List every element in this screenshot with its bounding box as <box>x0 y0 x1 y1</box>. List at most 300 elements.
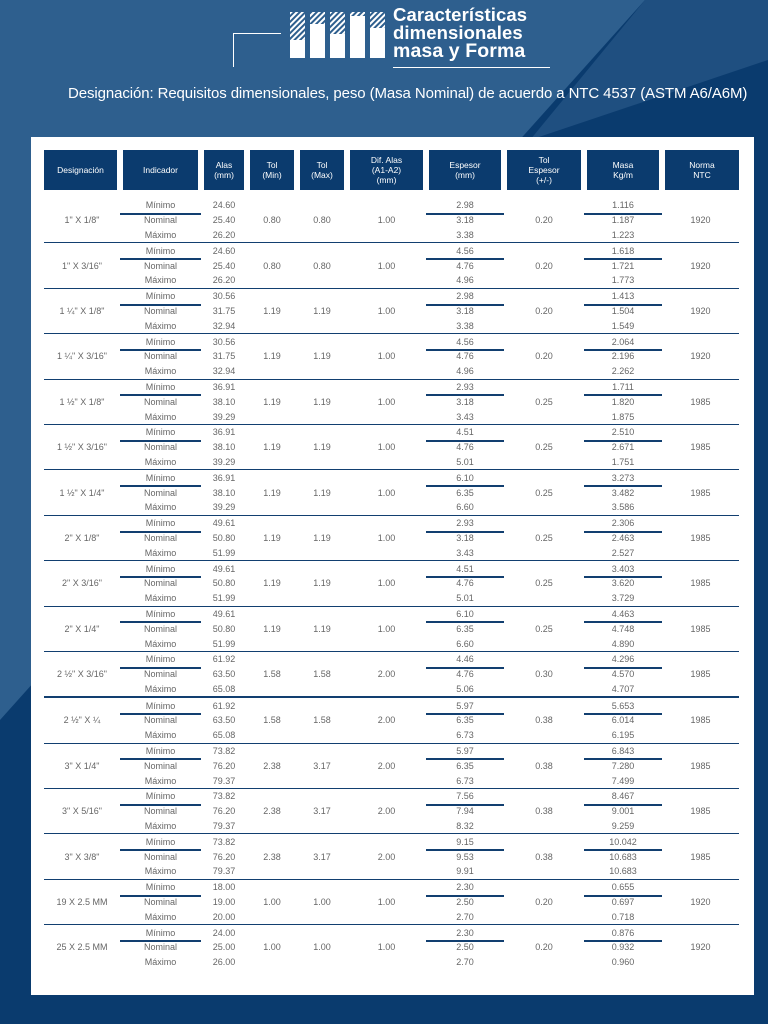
tol-min-cell: 0.80 <box>247 194 297 243</box>
header-text: (Max) <box>311 170 333 180</box>
indicator-cell: Mínimo <box>120 834 201 849</box>
table-row <box>44 334 739 349</box>
table-row <box>44 243 739 258</box>
tol-espesor-cell: 0.25 <box>504 379 584 424</box>
espesor-cell: 2.30 <box>426 879 504 894</box>
indicator-cell: Mínimo <box>120 561 201 576</box>
table-row <box>44 789 739 804</box>
header-tol-max <box>297 150 347 194</box>
alas-cell: 38.10 <box>212 396 236 407</box>
alas-cell: 76.20 <box>212 851 236 862</box>
tol-max-cell: 3.17 <box>297 834 347 879</box>
table-body <box>44 194 739 970</box>
espesor-cell: 5.01 <box>456 593 474 604</box>
indicator-cell: Mínimo <box>120 288 201 303</box>
title-line-2: dimensionales <box>393 22 523 43</box>
designation-cell: 1" X 3/16" <box>44 243 120 288</box>
indicator-cell: Mínimo <box>120 651 201 666</box>
alas-cell: 20.00 <box>212 911 236 922</box>
masa-cell: 6.843 <box>584 743 662 758</box>
tol-min-cell: 1.19 <box>247 379 297 424</box>
indicator-cell: Mínimo <box>120 424 201 439</box>
espesor-cell: 4.76 <box>426 667 504 682</box>
alas-cell: 50.80 <box>212 578 236 589</box>
masa-cell: 1.223 <box>611 229 635 240</box>
espesor-cell: 8.32 <box>456 821 474 832</box>
alas-cell: 51.99 <box>212 638 236 649</box>
designation-cell: 1 ½" X 1/8" <box>44 379 120 424</box>
espesor-cell: 4.76 <box>426 440 504 455</box>
alas-cell: 79.37 <box>212 821 236 832</box>
header-text: Kg/m <box>613 170 633 180</box>
espesor-cell: 6.10 <box>426 470 504 485</box>
tol-min-cell: 2.38 <box>247 743 297 788</box>
table-header-row <box>44 150 739 194</box>
alas-cell: 24.60 <box>201 243 247 258</box>
alas-cell: 32.94 <box>212 320 236 331</box>
title-line-1: Características <box>393 4 528 25</box>
designation-cell: 3" X 3/8" <box>44 834 120 879</box>
alas-cell: 63.50 <box>212 715 236 726</box>
masa-cell: 3.273 <box>584 470 662 485</box>
alas-cell: 31.75 <box>212 351 236 362</box>
norma-cell: 1985 <box>662 561 739 606</box>
alas-cell: 31.75 <box>212 305 236 316</box>
masa-cell: 2.196 <box>584 349 662 364</box>
dif-alas-cell: 2.00 <box>347 697 426 743</box>
espesor-cell: 6.60 <box>456 502 474 513</box>
tol-max-cell: 1.00 <box>297 925 347 970</box>
tol-max-cell: 3.17 <box>297 743 347 788</box>
header-text: NTC <box>693 170 711 180</box>
header-tol-min <box>247 150 297 194</box>
tol-espesor-cell: 0.20 <box>504 334 584 379</box>
indicator-cell: Mínimo <box>120 697 201 713</box>
tol-max-cell: 1.19 <box>297 424 347 469</box>
espesor-cell: 2.70 <box>456 911 474 922</box>
designation-cell: 3" X 5/16" <box>44 789 120 834</box>
indicator-cell: Nominal <box>120 349 201 364</box>
header-indicador <box>120 150 201 194</box>
masa-cell: 2.306 <box>584 515 662 530</box>
alas-cell: 49.61 <box>201 606 247 621</box>
espesor-cell: 4.51 <box>426 424 504 439</box>
title-underline <box>393 67 550 68</box>
tol-espesor-cell: 0.25 <box>504 424 584 469</box>
espesor-cell: 2.70 <box>456 957 474 968</box>
tol-espesor-cell: 0.25 <box>504 470 584 515</box>
dif-alas-cell: 1.00 <box>347 379 426 424</box>
tol-espesor-cell: 0.38 <box>504 743 584 788</box>
alas-cell: 73.82 <box>201 834 247 849</box>
tol-min-cell: 1.00 <box>247 879 297 924</box>
header-masa <box>584 150 662 194</box>
alas-cell: 38.10 <box>212 442 236 453</box>
tol-espesor-cell: 0.38 <box>504 697 584 743</box>
indicator-cell: Máximo <box>144 593 177 604</box>
norma-cell: 1920 <box>662 194 739 243</box>
indicator-cell: Máximo <box>144 957 177 968</box>
designation-cell: 2 ½" X ¼ <box>44 697 120 743</box>
header-text: Tol <box>538 155 550 165</box>
indicator-cell: Mínimo <box>120 743 201 758</box>
indicator-cell: Nominal <box>120 258 201 273</box>
dif-alas-cell: 1.00 <box>347 470 426 515</box>
alas-cell: 79.37 <box>212 775 236 786</box>
header-text: Alas <box>215 160 233 170</box>
masa-cell: 7.280 <box>584 758 662 773</box>
indicator-cell: Máximo <box>144 638 177 649</box>
page-title <box>393 6 527 60</box>
espesor-cell: 2.98 <box>426 288 504 303</box>
dif-alas-cell: 1.00 <box>347 515 426 560</box>
alas-cell: 51.99 <box>212 593 236 604</box>
alas-cell: 30.56 <box>201 334 247 349</box>
alas-cell: 49.61 <box>201 561 247 576</box>
norma-cell: 1920 <box>662 243 739 288</box>
indicator-cell: Máximo <box>144 275 177 286</box>
tol-min-cell: 1.19 <box>247 515 297 560</box>
table-row <box>44 879 739 894</box>
designation-cell: 25 X 2.5 MM <box>44 925 120 970</box>
indicator-cell: Mínimo <box>120 606 201 621</box>
indicator-cell: Nominal <box>120 531 201 546</box>
espesor-cell: 3.38 <box>456 320 474 331</box>
tol-min-cell: 0.80 <box>247 243 297 288</box>
indicator-cell: Nominal <box>120 713 201 728</box>
masa-cell: 6.014 <box>584 713 662 728</box>
masa-cell: 1.187 <box>584 213 662 228</box>
header-dif-alas <box>347 150 426 194</box>
norma-cell: 1985 <box>662 651 739 697</box>
table-row <box>44 424 739 439</box>
table-row <box>44 379 739 394</box>
indicator-cell: Nominal <box>120 849 201 864</box>
masa-cell: 3.620 <box>584 576 662 591</box>
header-tol-espesor <box>504 150 584 194</box>
tol-min-cell: 1.19 <box>247 470 297 515</box>
alas-cell: 63.50 <box>212 669 236 680</box>
tol-espesor-cell: 0.20 <box>504 288 584 333</box>
dif-alas-cell: 1.00 <box>347 424 426 469</box>
espesor-cell: 6.35 <box>426 713 504 728</box>
norma-cell: 1985 <box>662 424 739 469</box>
masa-cell: 4.707 <box>611 683 635 694</box>
indicator-cell: Nominal <box>120 621 201 636</box>
alas-cell: 61.92 <box>201 651 247 666</box>
espesor-cell: 6.35 <box>426 485 504 500</box>
masa-cell: 4.748 <box>584 621 662 636</box>
alas-cell: 76.20 <box>212 806 236 817</box>
alas-cell: 18.00 <box>201 879 247 894</box>
espesor-cell: 5.01 <box>456 456 474 467</box>
tol-min-cell: 2.38 <box>247 789 297 834</box>
table-row <box>44 834 739 849</box>
designation-cell: 2 ½" X 3/16" <box>44 651 120 697</box>
norma-cell: 1985 <box>662 470 739 515</box>
header-text: (mm) <box>214 170 234 180</box>
designation-cell: 2" X 3/16" <box>44 561 120 606</box>
header-text: (+/-) <box>536 175 552 185</box>
designation-cell: 1 ½" X 1/4" <box>44 470 120 515</box>
espesor-cell: 4.96 <box>456 275 474 286</box>
espesor-cell: 2.30 <box>426 925 504 940</box>
designation-cell: 1" X 1/8" <box>44 194 120 243</box>
norma-cell: 1920 <box>662 334 739 379</box>
header-text: Espesor <box>449 160 481 170</box>
indicator-cell: Nominal <box>120 304 201 319</box>
indicator-cell: Mínimo <box>120 515 201 530</box>
masa-cell: 2.463 <box>584 531 662 546</box>
alas-cell: 50.80 <box>212 623 236 634</box>
alas-cell: 36.91 <box>201 379 247 394</box>
indicator-cell: Máximo <box>144 320 177 331</box>
norma-cell: 1985 <box>662 789 739 834</box>
tol-max-cell: 1.00 <box>297 879 347 924</box>
indicator-cell: Mínimo <box>120 470 201 485</box>
espesor-cell: 2.93 <box>426 379 504 394</box>
espesor-cell: 6.35 <box>426 758 504 773</box>
indicator-cell: Mínimo <box>120 879 201 894</box>
tol-espesor-cell: 0.38 <box>504 789 584 834</box>
indicator-cell: Nominal <box>120 804 201 819</box>
norma-cell: 1920 <box>662 925 739 970</box>
header-text: Tol <box>266 160 278 170</box>
alas-cell: 49.61 <box>201 515 247 530</box>
table-row <box>44 194 739 213</box>
masa-cell: 3.586 <box>611 502 635 513</box>
tol-min-cell: 1.19 <box>247 288 297 333</box>
masa-cell: 1.711 <box>584 379 662 394</box>
masa-cell: 2.671 <box>584 440 662 455</box>
tol-max-cell: 1.19 <box>297 334 347 379</box>
dif-alas-cell: 1.00 <box>347 194 426 243</box>
alas-cell: 26.20 <box>212 275 236 286</box>
alas-cell: 73.82 <box>201 789 247 804</box>
header-norma <box>662 150 739 194</box>
espesor-cell: 6.73 <box>456 775 474 786</box>
indicator-cell: Máximo <box>144 229 177 240</box>
espesor-cell: 4.56 <box>426 334 504 349</box>
table-row <box>44 743 739 758</box>
indicator-cell: Máximo <box>144 456 177 467</box>
designation-cell: 1 ½" X 3/16" <box>44 424 120 469</box>
dif-alas-cell: 1.00 <box>347 288 426 333</box>
dif-alas-cell: 1.00 <box>347 879 426 924</box>
espesor-cell: 5.97 <box>426 743 504 758</box>
espesor-cell: 6.35 <box>426 621 504 636</box>
alas-cell: 26.00 <box>212 957 236 968</box>
espesor-cell: 7.94 <box>426 804 504 819</box>
tol-max-cell: 1.19 <box>297 288 347 333</box>
designation-cell: 19 X 2.5 MM <box>44 879 120 924</box>
masa-cell: 4.296 <box>584 651 662 666</box>
masa-cell: 1.773 <box>611 275 635 286</box>
table-row <box>44 697 739 713</box>
header-alas <box>201 150 247 194</box>
espesor-cell: 6.60 <box>456 638 474 649</box>
masa-cell: 10.683 <box>609 866 637 877</box>
alas-cell: 39.29 <box>212 456 236 467</box>
alas-cell: 24.60 <box>201 194 247 213</box>
masa-cell: 0.697 <box>584 895 662 910</box>
indicator-cell: Máximo <box>144 683 177 694</box>
alas-cell: 38.10 <box>212 487 236 498</box>
table-row <box>44 515 739 530</box>
indicator-cell: Mínimo <box>120 194 201 213</box>
masa-cell: 6.195 <box>611 730 635 741</box>
norma-cell: 1920 <box>662 288 739 333</box>
tol-espesor-cell: 0.25 <box>504 515 584 560</box>
espesor-cell: 9.91 <box>456 866 474 877</box>
espesor-cell: 2.50 <box>426 895 504 910</box>
indicator-cell: Nominal <box>120 667 201 682</box>
masa-cell: 9.001 <box>584 804 662 819</box>
masa-cell: 1.751 <box>611 456 635 467</box>
norma-cell: 1985 <box>662 606 739 651</box>
table-row <box>44 651 739 666</box>
dif-alas-cell: 2.00 <box>347 834 426 879</box>
espesor-cell: 9.15 <box>426 834 504 849</box>
norma-cell: 1985 <box>662 743 739 788</box>
masa-cell: 1.116 <box>584 194 662 213</box>
alas-cell: 79.37 <box>212 866 236 877</box>
norma-cell: 1920 <box>662 879 739 924</box>
header-text: Indicador <box>143 165 178 175</box>
norma-cell: 1985 <box>662 697 739 743</box>
masa-cell: 3.403 <box>584 561 662 576</box>
tol-max-cell: 1.19 <box>297 470 347 515</box>
designation-cell: 1 ¼" X 3/16" <box>44 334 120 379</box>
header-text: Designación <box>57 165 104 175</box>
espesor-cell: 4.56 <box>426 243 504 258</box>
tol-espesor-cell: 0.20 <box>504 194 584 243</box>
masa-cell: 1.549 <box>611 320 635 331</box>
tol-min-cell: 1.19 <box>247 334 297 379</box>
tol-espesor-cell: 0.25 <box>504 606 584 651</box>
designation-cell: 1 ¼" X 1/8" <box>44 288 120 333</box>
table-row <box>44 470 739 485</box>
tol-espesor-cell: 0.20 <box>504 925 584 970</box>
masa-cell: 7.499 <box>611 775 635 786</box>
alas-cell: 65.08 <box>212 683 236 694</box>
dif-alas-cell: 2.00 <box>347 789 426 834</box>
dimensions-table <box>44 150 739 970</box>
indicator-cell: Mínimo <box>120 379 201 394</box>
header-text: Tol <box>316 160 328 170</box>
header-text: Masa <box>612 160 634 170</box>
header-bracket-vertical <box>233 33 234 67</box>
bars-logo-icon <box>290 12 386 58</box>
masa-cell: 0.960 <box>611 957 635 968</box>
tol-min-cell: 1.19 <box>247 424 297 469</box>
alas-cell: 26.20 <box>212 229 236 240</box>
masa-cell: 1.504 <box>584 304 662 319</box>
table-row <box>44 561 739 576</box>
tol-max-cell: 1.58 <box>297 697 347 743</box>
masa-cell: 1.721 <box>584 258 662 273</box>
indicator-cell: Máximo <box>144 366 177 377</box>
alas-cell: 36.91 <box>201 470 247 485</box>
dif-alas-cell: 1.00 <box>347 561 426 606</box>
header-text: Norma <box>689 160 715 170</box>
espesor-cell: 5.06 <box>456 683 474 694</box>
tol-min-cell: 1.58 <box>247 697 297 743</box>
tol-min-cell: 1.19 <box>247 606 297 651</box>
header-text: (mm) <box>376 175 397 185</box>
tol-espesor-cell: 0.25 <box>504 561 584 606</box>
tol-espesor-cell: 0.20 <box>504 243 584 288</box>
indicator-cell: Nominal <box>120 895 201 910</box>
alas-cell: 39.29 <box>212 411 236 422</box>
dif-alas-cell: 1.00 <box>347 243 426 288</box>
alas-cell: 51.99 <box>212 547 236 558</box>
espesor-cell: 3.18 <box>426 213 504 228</box>
tol-max-cell: 3.17 <box>297 789 347 834</box>
dif-alas-cell: 2.00 <box>347 651 426 697</box>
tol-min-cell: 1.58 <box>247 651 297 697</box>
tol-max-cell: 1.19 <box>297 515 347 560</box>
espesor-cell: 6.73 <box>456 730 474 741</box>
alas-cell: 36.91 <box>201 424 247 439</box>
espesor-cell: 4.76 <box>426 258 504 273</box>
dif-alas-cell: 2.00 <box>347 743 426 788</box>
indicator-cell: Máximo <box>144 775 177 786</box>
masa-cell: 0.876 <box>584 925 662 940</box>
espesor-cell: 3.43 <box>456 411 474 422</box>
indicator-cell: Nominal <box>120 440 201 455</box>
tol-max-cell: 1.19 <box>297 379 347 424</box>
header-text: (mm) <box>455 170 475 180</box>
masa-cell: 1.820 <box>584 394 662 409</box>
masa-cell: 1.875 <box>611 411 635 422</box>
indicator-cell: Mínimo <box>120 243 201 258</box>
masa-cell: 8.467 <box>584 789 662 804</box>
espesor-cell: 4.76 <box>426 576 504 591</box>
header-text: Espesor <box>528 165 560 175</box>
indicator-cell: Mínimo <box>120 925 201 940</box>
espesor-cell: 2.50 <box>426 940 504 955</box>
indicator-cell: Nominal <box>120 213 201 228</box>
indicator-cell: Nominal <box>120 485 201 500</box>
tol-max-cell: 0.80 <box>297 194 347 243</box>
norma-cell: 1985 <box>662 515 739 560</box>
header-text: Dif. Alas <box>370 155 403 165</box>
masa-cell: 2.064 <box>584 334 662 349</box>
masa-cell: 3.482 <box>584 485 662 500</box>
espesor-cell: 2.93 <box>426 515 504 530</box>
espesor-cell: 4.96 <box>456 366 474 377</box>
espesor-cell: 7.56 <box>426 789 504 804</box>
masa-cell: 3.729 <box>611 593 635 604</box>
indicator-cell: Nominal <box>120 940 201 955</box>
alas-cell: 76.20 <box>212 760 236 771</box>
indicator-cell: Máximo <box>144 502 177 513</box>
page-subtitle: Designación: Requisitos dimensionales, peso (Masa Nominal) de acuerdo a NTC 4537 (ASTM A6/A6M) <box>68 85 748 102</box>
designation-cell: 3" X 1/4" <box>44 743 120 788</box>
espesor-cell: 9.53 <box>426 849 504 864</box>
masa-cell: 2.510 <box>584 424 662 439</box>
espesor-cell: 3.43 <box>456 547 474 558</box>
table-row <box>44 288 739 303</box>
indicator-cell: Nominal <box>120 394 201 409</box>
header-bracket-horizontal <box>233 33 281 34</box>
dif-alas-cell: 1.00 <box>347 606 426 651</box>
indicator-cell: Nominal <box>120 758 201 773</box>
indicator-cell: Mínimo <box>120 789 201 804</box>
masa-cell: 1.413 <box>584 288 662 303</box>
indicator-cell: Máximo <box>144 866 177 877</box>
